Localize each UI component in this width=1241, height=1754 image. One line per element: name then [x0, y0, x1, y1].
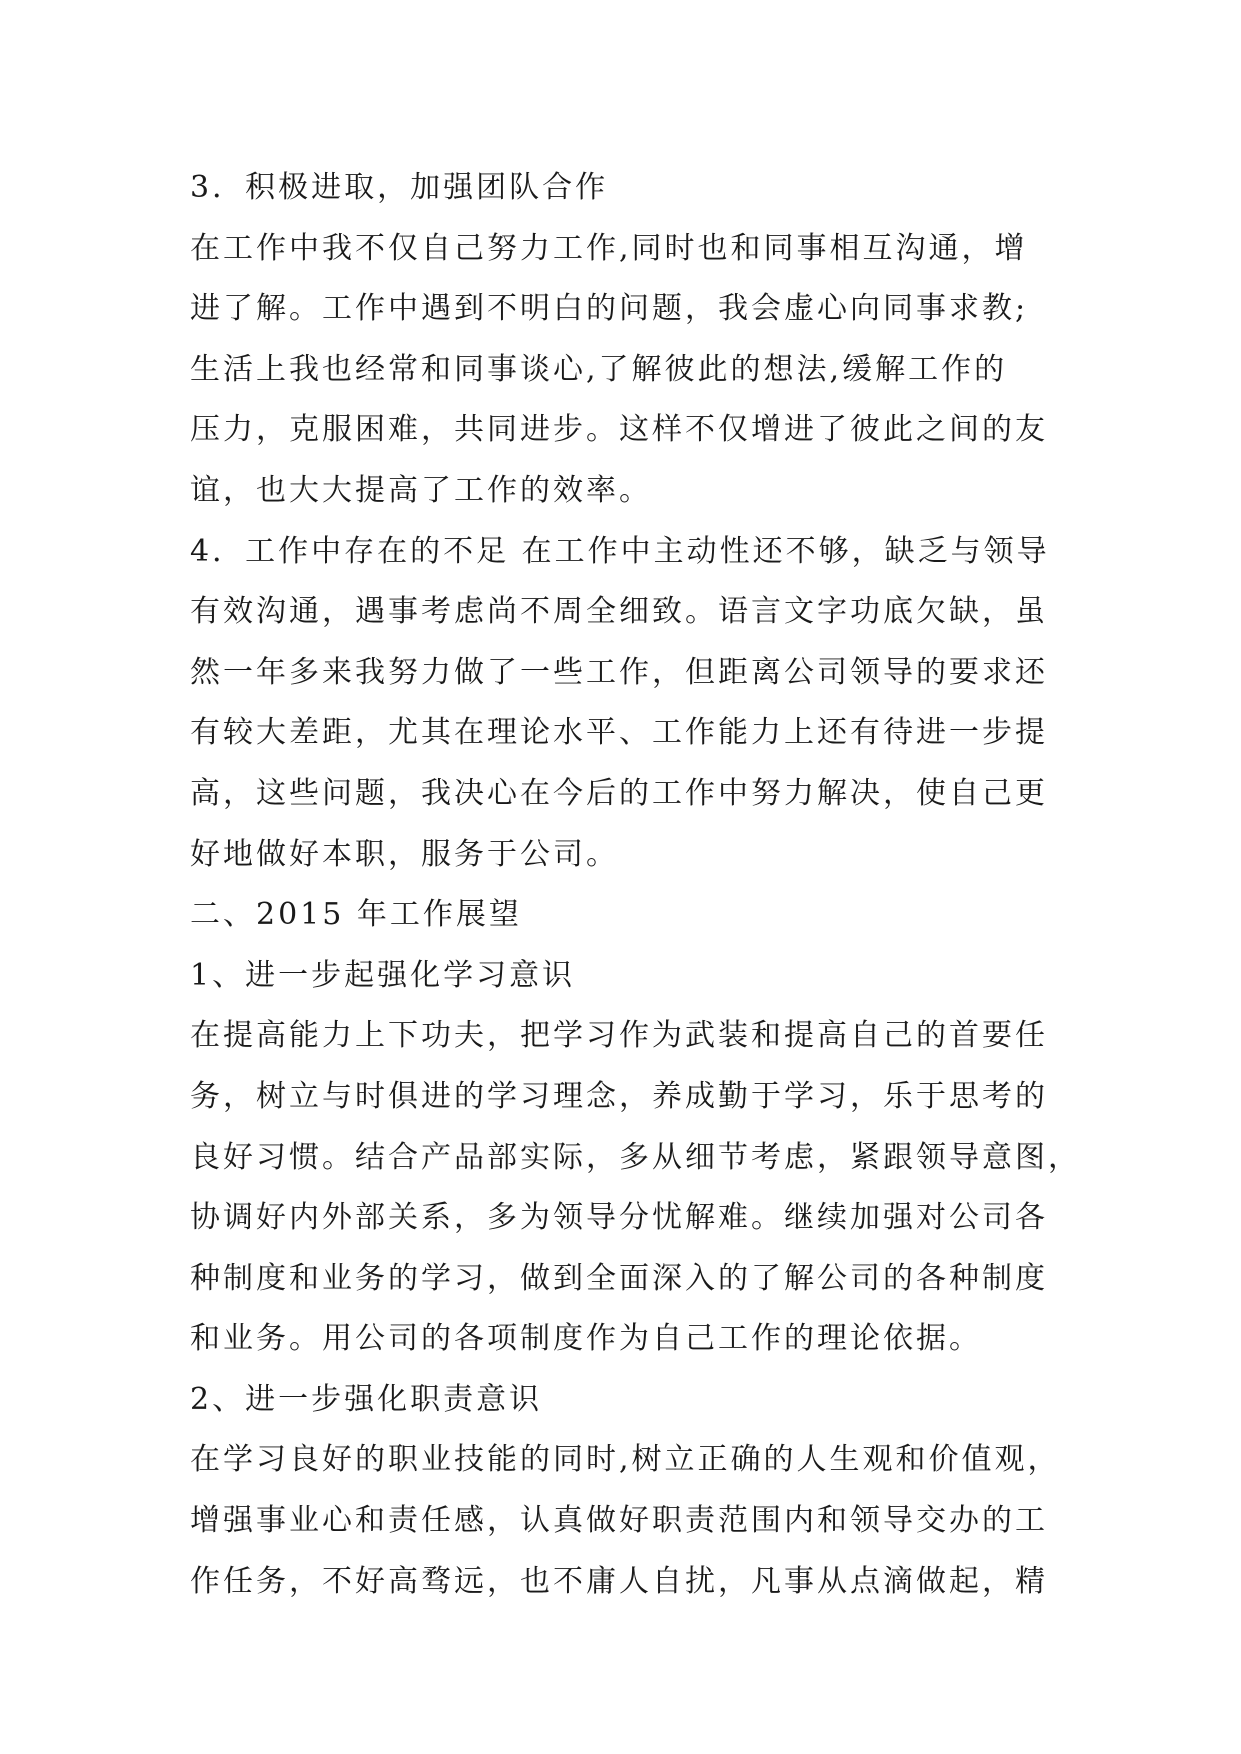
subheading-responsibility: 2、进一步强化职责意识 [190, 1381, 543, 1417]
paragraph-line: 在学习良好的职业技能的同时,树立正确的人生观和价值观， [190, 1442, 1061, 1478]
paragraph-line: 在提高能力上下功夫，把学习作为武装和提高自己的首要任 [190, 1018, 1048, 1054]
paragraph-line: 作任务，不好高骛远，也不庸人自扰，凡事从点滴做起，精 [190, 1563, 1048, 1599]
paragraph-line: 增强事业心和责任感，认真做好职责范围内和领导交办的工 [190, 1503, 1048, 1539]
paragraph-line: 和业务。用公司的各项制度作为自己工作的理论依据。 [190, 1321, 982, 1357]
paragraph-line: 好地做好本职，服务于公司。 [190, 836, 619, 872]
paragraph-line: 然一年多来我努力做了一些工作，但距离公司领导的要求还 [190, 654, 1048, 690]
paragraph-line: 有效沟通，遇事考虑尚不周全细致。语言文字功底欠缺，虽 [190, 594, 1048, 630]
heading-3-teamwork: 3．积极进取，加强团队合作 [190, 170, 609, 205]
paragraph-line: 在工作中我不仅自己努力工作,同时也和同事相互沟通，增 [190, 230, 1028, 266]
subheading-learning: 1、进一步起强化学习意识 [190, 957, 576, 993]
paragraph-line: 有较大差距，尤其在理论水平、工作能力上还有待进一步提 [190, 715, 1048, 751]
paragraph-line: 谊，也大大提高了工作的效率。 [190, 472, 652, 508]
paragraph-line: 高，这些问题，我决心在今后的工作中努力解决，使自己更 [190, 775, 1048, 811]
paragraph-line: 良好习惯。结合产品部实际，多从细节考虑，紧跟领导意图， [190, 1139, 1081, 1175]
paragraph-line: 生活上我也经常和同事谈心,了解彼此的想法,缓解工作的 [190, 351, 1008, 387]
paragraph-line: 进了解。工作中遇到不明白的问题，我会虚心向同事求教; [190, 291, 1029, 327]
paragraph-line: 协调好内外部关系，多为领导分忧解难。继续加强对公司各 [190, 1200, 1048, 1236]
paragraph-line: 种制度和业务的学习，做到全面深入的了解公司的各种制度 [190, 1260, 1048, 1296]
paragraph-line: 务，树立与时俱进的学习理念，养成勤于学习，乐于思考的 [190, 1078, 1048, 1114]
paragraph-line: 压力，克服困难，共同进步。这样不仅增进了彼此之间的友 [190, 412, 1048, 448]
document-body [190, 158, 1081, 1612]
section-heading-outlook: 二、2015 年工作展望 [190, 897, 522, 933]
heading-4-shortcomings: 4．工作中存在的不足 在工作中主动性还不够，缺乏与领导 [190, 533, 1050, 569]
